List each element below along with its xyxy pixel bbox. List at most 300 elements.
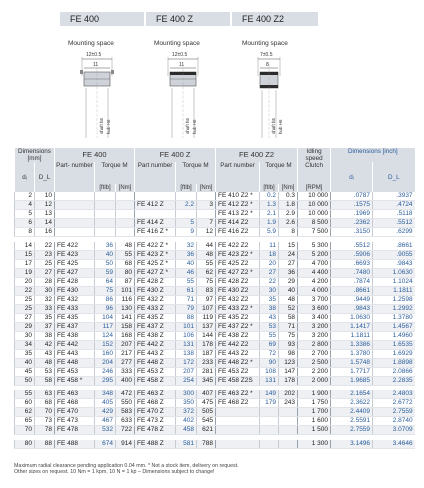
table-cell: 2 500	[298, 358, 331, 367]
table-cell	[216, 440, 260, 449]
table-cell: 22	[260, 277, 279, 286]
table-cell: 458	[176, 426, 197, 435]
table-cell: 407	[197, 390, 216, 399]
table-cell: 3 400	[298, 313, 331, 322]
table-cell: .1575	[331, 201, 373, 210]
table-cell: FE 470 Z	[135, 408, 176, 417]
table-cell: 55	[197, 259, 216, 268]
table-cell: 348	[95, 390, 116, 399]
table-row	[15, 228, 415, 237]
table-cell	[216, 408, 260, 417]
table-cell: 106	[176, 331, 197, 340]
table-cell: 12	[197, 228, 216, 237]
table-cell: 207	[176, 367, 197, 376]
table-cell: 62	[15, 408, 35, 417]
table-cell: .6693	[331, 259, 373, 268]
table-row	[15, 367, 415, 376]
table-cell	[279, 426, 298, 435]
table-cell: 147	[279, 367, 298, 376]
table-cell: 246	[95, 367, 116, 376]
table-cell: 17	[15, 259, 35, 268]
table-cell: FE 423	[55, 250, 95, 259]
table-cell: 2.5591	[331, 417, 373, 426]
table-cell: 5.9	[260, 228, 279, 237]
table-row	[15, 399, 415, 408]
table-cell: FE 435	[55, 313, 95, 322]
table-cell: 34	[15, 340, 35, 349]
table-cell: FE 428 Z	[135, 277, 176, 286]
table-cell: 152	[95, 340, 116, 349]
tab-fe400z2[interactable]: FE 400 Z2	[232, 12, 318, 26]
table-cell: 333	[116, 367, 135, 376]
header-band	[0, 0, 424, 145]
table-cell: 27	[260, 268, 279, 277]
table-cell: 7	[197, 219, 216, 228]
header-fe400: FE 400	[55, 148, 135, 162]
table-cell: 545	[197, 417, 216, 426]
table-cell: 202	[279, 390, 298, 399]
table-cell	[55, 228, 95, 237]
table-cell: .9843	[373, 259, 415, 268]
table-cell: FE 488	[55, 440, 95, 449]
table-cell: 25	[35, 259, 55, 268]
table-row	[15, 286, 415, 295]
table-cell: 2.9	[279, 210, 298, 219]
hub-label-3: hub H6	[278, 119, 283, 134]
table-cell: 2.4409	[331, 408, 373, 417]
table-cell: 2.0866	[373, 367, 415, 376]
tab-fe400z[interactable]: FE 400 Z	[146, 12, 230, 26]
header-nm-fe400z2: [Nm]	[279, 184, 298, 192]
table-cell: 532	[95, 426, 116, 435]
table-cell: 722	[116, 426, 135, 435]
table-cell: 6	[15, 219, 35, 228]
table-cell: FE 437	[55, 322, 95, 331]
table-cell: 1.8898	[373, 358, 415, 367]
header-part-number-fe400: Part- number	[55, 162, 95, 184]
table-cell: 2.1	[260, 210, 279, 219]
table-cell: 58	[279, 313, 298, 322]
table-cell: 48	[35, 358, 55, 367]
table-cell: 32	[176, 242, 197, 251]
table-cell: FE 433	[55, 304, 95, 313]
table-cell: 1.2992	[373, 304, 415, 313]
table-cell	[55, 210, 95, 219]
table-cell: 2 000	[298, 376, 331, 385]
table-cell: 350	[176, 399, 197, 408]
table-cell: 53	[260, 322, 279, 331]
table-cell: 2.7559	[373, 408, 415, 417]
table-cell: 131	[260, 376, 279, 385]
table-cell: FE 428 Z2	[216, 277, 260, 286]
table-cell: FE 427 Z2 *	[216, 268, 260, 277]
table-cell: FE 437 Z2 *	[216, 322, 260, 331]
table-cell: .9055	[373, 250, 415, 259]
table-cell: 83	[197, 286, 216, 295]
table-cell: 55	[176, 277, 197, 286]
table-cell: 2.3622	[331, 399, 373, 408]
header-fe400z2: FE 400 Z2	[216, 148, 298, 162]
table-cell: 2.8740	[373, 417, 415, 426]
table-cell: 13	[35, 210, 55, 219]
table-cell	[260, 408, 279, 417]
header-dimensions-inch: Dimensions [inch]	[331, 148, 415, 162]
table-cell: 48	[197, 250, 216, 259]
table-cell: 3 700	[298, 295, 331, 304]
table-cell: FE 432 Z	[135, 295, 176, 304]
header-idling: Idling speed Clutch	[298, 148, 331, 184]
table-cell: 674	[95, 440, 116, 449]
table-cell: FE 478 Z	[135, 426, 176, 435]
table-cell: FE 425	[55, 259, 95, 268]
table-cell: 2.4803	[373, 390, 415, 399]
table-cell: 300	[176, 390, 197, 399]
table-cell: FE 422 Z *	[135, 242, 176, 251]
table-cell: 68	[116, 259, 135, 268]
table-cell: FE 427	[55, 268, 95, 277]
table-cell: .0787	[331, 192, 373, 201]
table-cell: 73	[35, 417, 55, 426]
table-cell	[260, 440, 279, 449]
table-cell: 1.8	[279, 201, 298, 210]
dim-top-2: 12±0.5	[172, 52, 188, 58]
table-cell: 22	[15, 286, 35, 295]
table-row	[15, 417, 415, 426]
header-torque-fe400z2: Torque M	[260, 162, 298, 184]
table-cell: FE 423 Z *	[135, 250, 176, 259]
table-row	[15, 192, 415, 201]
table-cell: 16	[35, 228, 55, 237]
table-cell: 40	[15, 358, 35, 367]
table-cell: FE 432 Z2	[216, 295, 260, 304]
table-cell: 40	[176, 259, 197, 268]
table-cell: 27	[35, 268, 55, 277]
table-cell: 172	[176, 358, 197, 367]
table-cell: 80	[15, 440, 35, 449]
table-cell: 160	[95, 349, 116, 358]
table-cell: 233	[197, 358, 216, 367]
table-cell: 88	[35, 440, 55, 449]
table-cell: 1.3780	[331, 349, 373, 358]
table-cell: 137	[197, 322, 216, 331]
table-cell: FE 442 Z2	[216, 340, 260, 349]
table-cell: 80	[116, 268, 135, 277]
header-ftlb-fe400: [ftlb]	[95, 184, 116, 192]
table-cell	[116, 210, 135, 219]
table-cell: 2.2835	[373, 376, 415, 385]
table-cell: 4 700	[298, 259, 331, 268]
table-cell: FE 413 Z2 *	[216, 210, 260, 219]
table-cell: 179	[260, 399, 279, 408]
table-cell: 65	[15, 417, 35, 426]
table-cell: 1.9	[260, 219, 279, 228]
table-row	[15, 277, 415, 286]
table-cell: 45	[15, 367, 35, 376]
table-cell: 40	[95, 250, 116, 259]
table-row	[15, 219, 415, 228]
table-cell: 2.7559	[331, 426, 373, 435]
table-cell: 187	[197, 349, 216, 358]
table-cell: 78	[35, 426, 55, 435]
dim-top-1: 12±0.5	[86, 52, 102, 58]
table-cell: 3.4646	[373, 440, 415, 449]
table-cell: 281	[197, 367, 216, 376]
table-cell: 8 500	[298, 219, 331, 228]
table-cell: FE 412 Z2 *	[216, 201, 260, 210]
table-cell: FE 468	[55, 399, 95, 408]
table-cell	[216, 417, 260, 426]
table-cell: 87	[116, 277, 135, 286]
table-cell: 149	[260, 390, 279, 399]
table-cell: FE 453 Z	[135, 367, 176, 376]
table-cell: 30	[35, 286, 55, 295]
table-cell: FE 468 Z2	[216, 399, 260, 408]
table-cell: 10 000	[298, 192, 331, 201]
table-cell: 64	[95, 277, 116, 286]
table-cell: 96	[95, 304, 116, 313]
table-cell: FE 488 Z	[135, 440, 176, 449]
table-cell: 14	[35, 219, 55, 228]
footnote	[14, 463, 414, 475]
header-di-inch: dᵢ	[331, 162, 373, 192]
table-cell	[95, 192, 116, 201]
table-cell: .9843	[331, 304, 373, 313]
footnote-line-2: Other sizes on request. 10 Nm = 1 kpm, 10 N = 1 kp – Dimensions subject to change!	[14, 469, 215, 475]
table-cell: 1.2598	[373, 295, 415, 304]
table-cell: 141	[116, 313, 135, 322]
table-cell: FE 435 Z2	[216, 313, 260, 322]
table-cell: 30	[260, 286, 279, 295]
table-cell: 75	[279, 331, 298, 340]
table-cell: FE 430 Z2	[216, 286, 260, 295]
table-row	[15, 322, 415, 331]
table-cell: 10 000	[298, 210, 331, 219]
table-cell: 70	[35, 408, 55, 417]
table-cell: 8	[279, 228, 298, 237]
table-cell: 22	[35, 242, 55, 251]
table-cell: 30	[15, 331, 35, 340]
table-cell: 25	[15, 304, 35, 313]
table-cell: 86	[95, 295, 116, 304]
table-cell: 1 750	[298, 399, 331, 408]
table-cell: 55	[15, 390, 35, 399]
table-cell: 144	[197, 331, 216, 340]
table-cell: 124	[95, 331, 116, 340]
table-cell: FE 463 Z	[135, 390, 176, 399]
table-cell: 1.0630	[373, 268, 415, 277]
table-cell: 60	[15, 399, 35, 408]
table-cell: 55	[260, 331, 279, 340]
table-cell: 90	[260, 358, 279, 367]
table-cell: 71	[176, 295, 197, 304]
table-cell: 168	[116, 331, 135, 340]
table-cell	[279, 440, 298, 449]
table-cell: 217	[116, 349, 135, 358]
table-cell: 429	[95, 408, 116, 417]
table-cell: 621	[197, 426, 216, 435]
table-cell: 505	[197, 408, 216, 417]
header-torque-fe400: Torque M	[95, 162, 135, 184]
table-cell: FE 458 *	[55, 376, 95, 385]
table-cell: FE 422 Z2	[216, 242, 260, 251]
header-fe400z: FE 400 Z	[135, 148, 216, 162]
table-cell: 75	[197, 277, 216, 286]
shaft-label-2: shaft h5	[185, 117, 190, 134]
table-cell: 1.1811	[373, 286, 415, 295]
table-cell: FE 438	[55, 331, 95, 340]
dim-inner-3: 8	[266, 62, 269, 68]
table-row	[15, 313, 415, 322]
table-cell: .4724	[373, 201, 415, 210]
table-cell: FE 437 Z	[135, 322, 176, 331]
table-cell: 123	[279, 358, 298, 367]
table-cell: 9	[176, 228, 197, 237]
table-cell: 38	[260, 304, 279, 313]
table-cell: 2.6	[279, 219, 298, 228]
table-cell: 5 300	[298, 242, 331, 251]
table-cell: FE 425 Z2	[216, 259, 260, 268]
table-cell: 53	[35, 367, 55, 376]
mounting-label-3: Mounting space	[242, 40, 288, 47]
table-cell	[260, 426, 279, 435]
table-cell: .3150	[331, 228, 373, 237]
table-cell: 2.2	[176, 201, 197, 210]
table-cell: FE 414 Z	[135, 219, 176, 228]
table-cell: 72	[260, 349, 279, 358]
table-cell: 204	[95, 358, 116, 367]
table-cell: 117	[95, 322, 116, 331]
shaft-label-1: shaft h5	[99, 117, 104, 134]
table-cell: .6299	[373, 228, 415, 237]
table-cell: 254	[176, 376, 197, 385]
table-cell: 400	[116, 376, 135, 385]
table-cell: FE 416 Z *	[135, 228, 176, 237]
table-cell: 2.1654	[331, 390, 373, 399]
mounting-label-1: Mounting space	[68, 40, 114, 47]
header-di: dᵢ	[15, 162, 35, 192]
table-cell: 19	[15, 268, 35, 277]
table-cell: 36	[95, 242, 116, 251]
table-cell: FE 428	[55, 277, 95, 286]
table-cell: 35	[260, 295, 279, 304]
header-part-number-fe400z: Part number	[135, 162, 176, 184]
table-cell: 2.6772	[373, 399, 415, 408]
table-cell: 36	[176, 250, 197, 259]
table-cell: 1.6929	[373, 349, 415, 358]
table-cell: 68	[35, 399, 55, 408]
table-cell: 40	[279, 286, 298, 295]
table-cell: 42	[35, 340, 55, 349]
table-cell: FE 470	[55, 408, 95, 417]
table-cell	[55, 201, 95, 210]
table-cell: 1.3780	[373, 313, 415, 322]
mounting-diagram-fe400z	[152, 46, 222, 141]
table-cell: 3 600	[298, 304, 331, 313]
table-cell	[279, 408, 298, 417]
header-nm-fe400: [Nm]	[116, 184, 135, 192]
table-cell: 1.5748	[331, 358, 373, 367]
table-cell: 2 800	[298, 340, 331, 349]
hub-label-2: hub H6	[192, 119, 197, 134]
table-cell: .1969	[331, 210, 373, 219]
table-row	[15, 331, 415, 340]
clutch-spec-table	[14, 148, 415, 449]
table-cell: 62	[197, 268, 216, 277]
table-cell: 36	[279, 268, 298, 277]
table-cell: 33	[35, 304, 55, 313]
table-row	[15, 426, 415, 435]
table-cell: 372	[176, 408, 197, 417]
table-cell: FE 433 Z	[135, 304, 176, 313]
table-cell	[116, 228, 135, 237]
table-row	[15, 408, 415, 417]
table-cell: 70	[15, 426, 35, 435]
table-cell: 1.7717	[331, 367, 373, 376]
table-cell: 345	[197, 376, 216, 385]
table-cell: 48	[279, 295, 298, 304]
table-cell	[216, 426, 260, 435]
clutch-spec-table-wrapper	[14, 148, 414, 449]
table-row	[15, 295, 415, 304]
table-cell: 38	[35, 331, 55, 340]
table-cell: FE 453 Z2	[216, 367, 260, 376]
table-cell: FE 435 Z	[135, 313, 176, 322]
table-cell: 178	[279, 376, 298, 385]
table-cell: FE 425 Z *	[135, 259, 176, 268]
table-cell: 1.1811	[331, 331, 373, 340]
table-cell: 79	[176, 304, 197, 313]
table-cell: 50	[95, 259, 116, 268]
table-row	[15, 349, 415, 358]
table-cell	[116, 219, 135, 228]
mounting-diagram-fe400	[66, 46, 136, 141]
table-cell: 11	[260, 242, 279, 251]
table-cell: 1.1024	[373, 277, 415, 286]
table-row	[15, 390, 415, 399]
table-cell: FE 416 Z2	[216, 228, 260, 237]
table-cell: FE 463 Z2 *	[216, 390, 260, 399]
table-cell: FE 414 Z2	[216, 219, 260, 228]
table-cell: 8	[15, 228, 35, 237]
table-cell: FE 468 Z	[135, 399, 176, 408]
table-cell: 14	[15, 242, 35, 251]
tab-fe400[interactable]: FE 400	[60, 12, 144, 26]
table-cell: 1.1417	[331, 322, 373, 331]
table-cell: 108	[260, 367, 279, 376]
table-cell: .5906	[331, 250, 373, 259]
table-cell: 4	[15, 201, 35, 210]
table-row	[15, 210, 415, 219]
dim-inner-1: 11	[93, 62, 99, 68]
table-cell: 43	[260, 313, 279, 322]
table-cell: 24	[279, 250, 298, 259]
table-cell: 1 700	[298, 408, 331, 417]
table-cell	[135, 192, 176, 201]
table-cell: FE 433 Z2 *	[216, 304, 260, 313]
table-cell: 472	[116, 390, 135, 399]
table-row	[15, 242, 415, 251]
table-cell: .8661	[373, 242, 415, 251]
table-row	[15, 304, 415, 313]
table-cell: 46	[176, 268, 197, 277]
table-cell: .8661	[331, 286, 373, 295]
table-cell: 107	[197, 304, 216, 313]
table-cell: 44	[197, 242, 216, 251]
header-dimensions: Dimensions [mm]	[15, 148, 55, 162]
table-cell: 55	[116, 250, 135, 259]
mounting-label-2: Mounting space	[154, 40, 200, 47]
table-cell: 50	[15, 376, 35, 385]
